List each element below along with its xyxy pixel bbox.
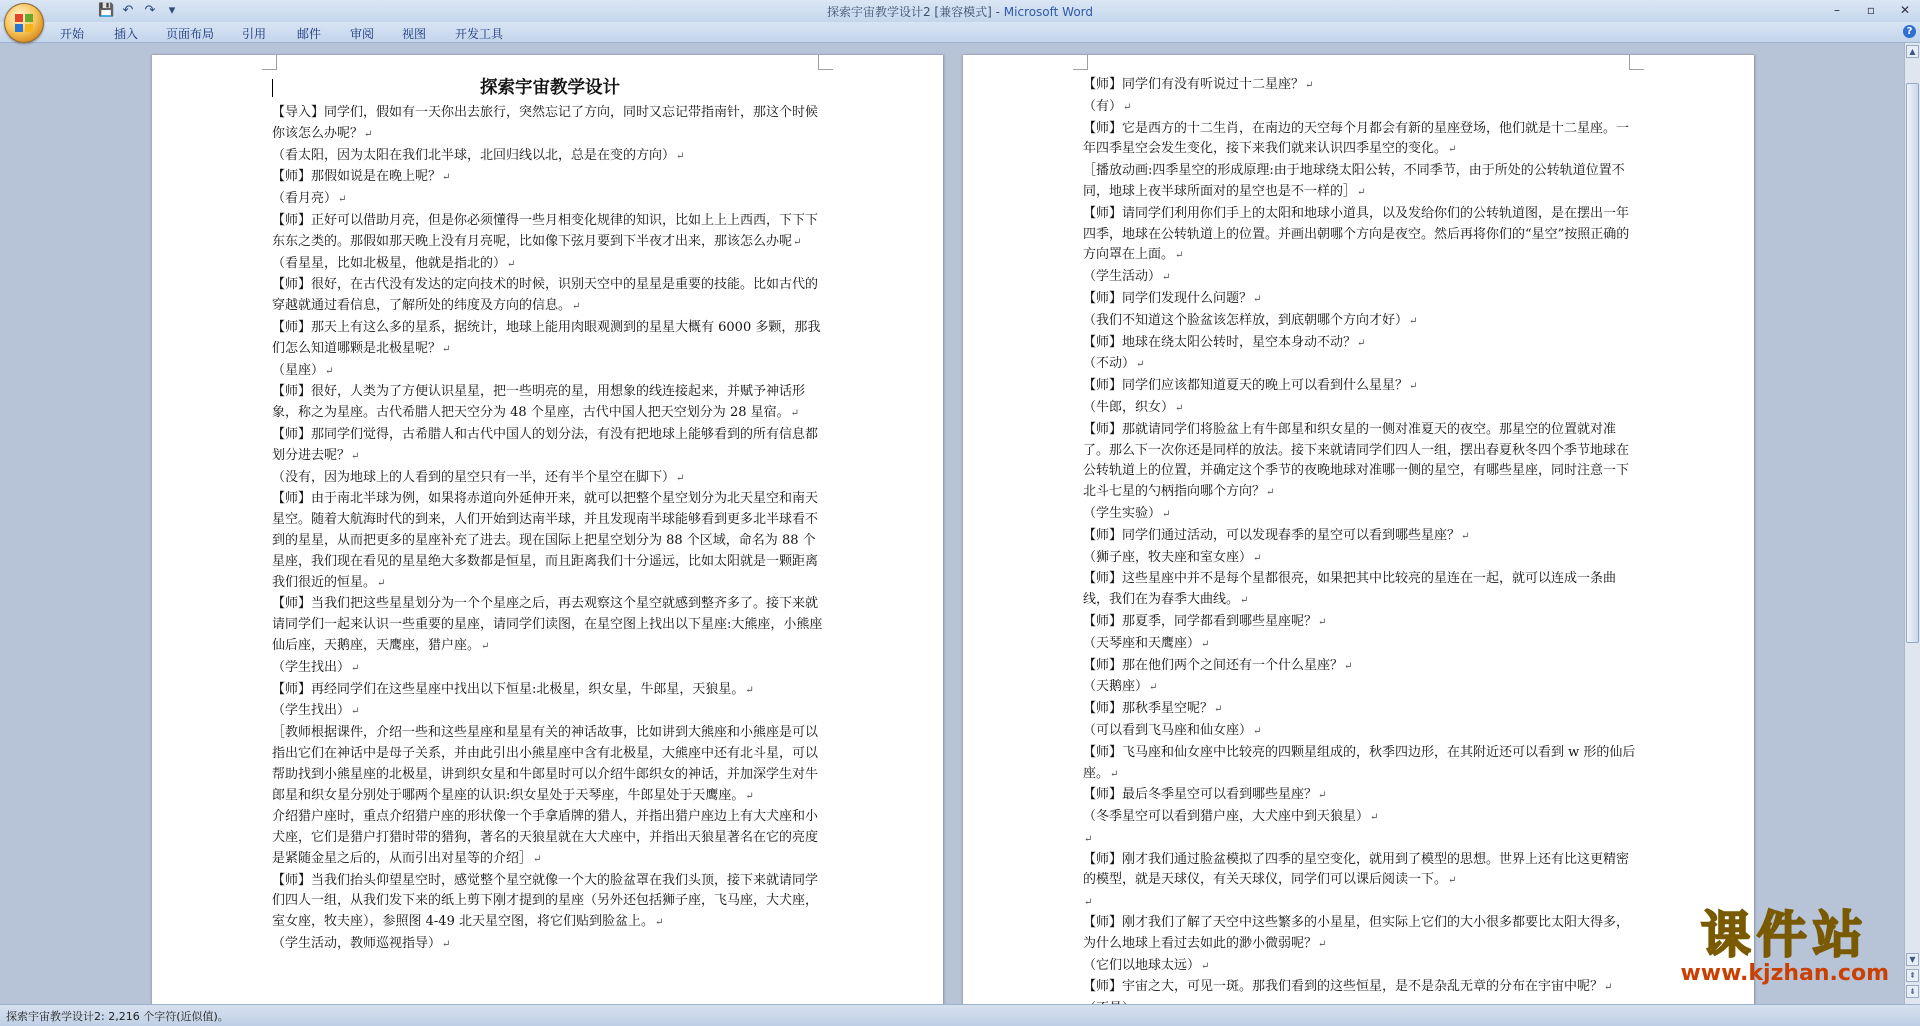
redo-icon[interactable]: ↷	[144, 3, 156, 18]
paragraph: 【师】同学们通过活动，可以发现春季的星空可以看到哪些星座？ ↵	[1083, 526, 1639, 548]
save-icon[interactable]: 💾	[98, 3, 115, 18]
vertical-scrollbar[interactable]	[1904, 43, 1920, 1004]
paragraph: （天琴座和天鹰座） ↵	[1083, 634, 1639, 656]
paragraph: （学生活动，教师巡视指导） ↵	[272, 934, 828, 956]
paragraph: （它们以地球太远） ↵	[1083, 956, 1639, 978]
paragraph: 【师】那夏季，同学都看到哪些星座呢？ ↵	[1083, 612, 1639, 634]
paragraph: ［播放动画:四季星空的形成原理:由于地球绕太阳公转，不同季节，由于所处的公转轨道位置不同，地球上夜半球所面对的星空也是不一样的］ ↵	[1083, 161, 1639, 204]
paragraph	[1083, 829, 1639, 850]
office-button[interactable]	[4, 3, 44, 43]
paragraph: 【师】很好，在古代没有发达的定向技术的时候，识别天空中的星星是重要的技能。比如古代的穿越就通过看信息，了解所处的纬度及方向的信息。 ↵	[272, 275, 828, 318]
tab-references[interactable]: 引用	[242, 27, 267, 41]
scroll-down-icon[interactable]: ▼	[1906, 953, 1919, 966]
watermark-logo: 课件站	[1700, 906, 1869, 964]
crop-mark	[1073, 55, 1088, 70]
paragraph: 【师】最后冬季星空可以看到哪些星座？ ↵	[1083, 785, 1639, 807]
office-logo-icon	[15, 14, 33, 32]
paragraph: 【师】当我们抬头仰望星空时，感觉整个星空就像一个大的脸盆罩在我们头顶，接下来就请同学们四人一组，从我们发下来的纸上剪下刚才提到的星座（另外还包括狮子座，飞马座，大犬座，室女座，牧夫座），参照图 4-49 北天星空图，将它们贴到脸盆上。 ↵	[272, 871, 828, 934]
paragraph: （我们不知道这个脸盆该怎样放，到底朝哪个方向才好） ↵	[1083, 311, 1639, 333]
paragraph: （牛郎，织女） ↵	[1083, 398, 1639, 420]
paragraph: （狮子座，牧夫座和室女座） ↵	[1083, 548, 1639, 570]
tab-review[interactable]: 审阅	[350, 27, 375, 41]
help-icon[interactable]: ?	[1903, 25, 1916, 38]
paragraph: 【师】那同学们觉得，古希腊人和古代中国人的划分法，有没有把地球上能够看到的所有信息都划分进去呢？ ↵	[272, 425, 828, 468]
tab-home[interactable]: 开始	[60, 27, 85, 41]
paragraph: （可以看到飞马座和仙女座） ↵	[1083, 721, 1639, 743]
paragraph: 【师】当我们把这些星星划分为一个个星座之后，再去观察这个星空就感到整齐多了。接下来就请同学们一起来认识一些重要的星座，请同学们读图，在星空图上找出以下星座:大熊座，小熊座仙后座，天鹅座，天鹰座，猎户座。 ↵	[272, 594, 828, 657]
paragraph: 【师】那就请同学们将脸盆上有牛郎星和织女星的一侧对准夏天的夜空。那星空的位置就对准了。那么下一次你还是同样的放法。接下来就请同学们四人一组，摆出春夏秋冬四个季节地球在公转轨道上的位置，并确定这个季节的夜晚地球对准哪一侧的星空，有哪些星座，同时注意一下北斗七星的勺柄指向哪个方向？ ↵	[1083, 420, 1639, 504]
right-page-text	[1083, 75, 1639, 1021]
paragraph: 【师】这些星座中并不是每个星都很亮，如果把其中比较亮的星连在一起，就可以连成一条曲线，我们在为春季大曲线。 ↵	[1083, 569, 1639, 612]
document-title	[272, 75, 828, 101]
tab-insert[interactable]: 插入	[114, 27, 139, 41]
crop-mark	[1629, 55, 1644, 70]
paragraph: （学生找出） ↵	[272, 701, 828, 723]
paragraph: 【导入】同学们，假如有一天你出去旅行，突然忘记了方向，同时又忘记带指南针，那这个时候你该怎么办呢？ ↵	[272, 103, 828, 146]
crop-mark	[262, 55, 277, 70]
paragraph: 【师】那在他们两个之间还有一个什么星座？ ↵	[1083, 656, 1639, 678]
paragraph: 【师】那天上有这么多的星系，据统计，地球上能用肉眼观测到的星星大概有 6000 多颗，那我们怎么知道哪颗是北极星呢？ ↵	[272, 318, 828, 361]
next-page-icon[interactable]: ⇟	[1906, 985, 1919, 998]
page-left[interactable]	[152, 55, 943, 1015]
tab-developer[interactable]: 开发工具	[455, 27, 504, 41]
paragraph: （学生活动） ↵	[1083, 267, 1639, 289]
document-title-text: 探索宇宙教学设计	[480, 78, 620, 98]
maximize-button[interactable]: ▫	[1866, 3, 1876, 17]
paragraph: 【师】同学们发现什么问题？ ↵	[1083, 289, 1639, 311]
paragraph: （不动） ↵	[1083, 354, 1639, 376]
window-title	[0, 3, 1920, 20]
paragraph: 【师】地球在绕太阳公转时，星空本身动不动？ ↵	[1083, 333, 1639, 355]
paragraph: 【师】同学们有没有听说过十二星座？ ↵	[1083, 75, 1639, 97]
crop-mark	[818, 55, 833, 70]
paragraph: （没有，因为地球上的人看到的星空只有一半，还有半个星空在脚下） ↵	[272, 468, 828, 490]
left-page-text	[272, 75, 828, 956]
paragraph: （冬季星空可以看到猎户座，大犬座中到天狼星） ↵	[1083, 807, 1639, 829]
title-bar	[0, 0, 1920, 22]
paragraph: 【师】那假如说是在晚上呢？ ↵	[272, 167, 828, 189]
undo-icon[interactable]: ↶	[122, 3, 134, 18]
paragraph: （学生实验） ↵	[1083, 504, 1639, 526]
paragraph: 【师】宇宙之大，可见一斑。那我们看到的这些恒星，是不是杂乱无章的分布在宇宙中呢？ ↵	[1083, 977, 1639, 999]
paragraph: ［教师根据课件，介绍一些和这些星座和星星有关的神话故事，比如讲到大熊座和小熊座是可以指出它们在神话中是母子关系，并由此引出小熊星座中含有北极星，大熊座中还有北斗星，可以帮助找到小熊星座的北极星，讲到织女星和牛郎星时可以介绍牛郎织女的神话，并加深学生对牛郎星和织女星分别处于哪两个星座的认识:织女星处于天琴座，牛郎星处于天鹰座。 ↵	[272, 723, 828, 807]
tab-mailings[interactable]: 邮件	[297, 27, 322, 41]
tab-page-layout[interactable]: 页面布局	[166, 27, 215, 41]
ribbon-tabs	[0, 22, 1920, 43]
paragraph: 【师】刚才我们了解了天空中这些繁多的小星星，但实际上它们的大小很多都要比太阳大得多，为什么地球上看过去如此的渺小微弱呢？ ↵	[1083, 913, 1639, 956]
watermark	[1680, 908, 1889, 986]
paragraph: 【师】飞马座和仙女座中比较亮的四颗星组成的，秋季四边形，在其附近还可以看到 w 形的仙后座。 ↵	[1083, 743, 1639, 786]
paragraph: （天鹅座） ↵	[1083, 677, 1639, 699]
paragraph: 【师】那秋季星空呢？ ↵	[1083, 699, 1639, 721]
paragraph: （星座） ↵	[272, 361, 828, 383]
app-name: Microsoft Word	[1003, 5, 1094, 19]
page-right[interactable]	[963, 55, 1754, 1015]
paragraph	[1083, 892, 1639, 913]
paragraph: 【师】由于南北半球为例，如果将赤道向外延伸开来，就可以把整个星空划分为北天星空和南天星空。随着大航海时代的到来，人们开始到达南半球，并且发现南半球能够看到更多北半球看不到的星星，从而把更多的星座补充了进去。现在国际上把星空划分为 88 个区域，命名为 88 个星座，我们现在看见的星星绝大多数都是恒星，而且距离我们十分遥远，比如太阳就是一颗距离我们很近的恒星。 ↵	[272, 489, 828, 594]
minimize-button[interactable]: –	[1834, 3, 1840, 17]
window-controls	[1828, 2, 1914, 18]
watermark-url: www.kjzhan.com	[1680, 961, 1889, 986]
paragraph: 【师】请同学们利用你们手上的太阳和地球小道具，以及发给你们的公转轨道图，是在摆出一年四季，地球在公转轨道上的位置。并画出朝哪个方向是夜空。然后再将你们的“星空”按照正确的方向罩在上面。 ↵	[1083, 204, 1639, 267]
status-text: 探索宇宙教学设计2: 2,216 个字符(近似值)。	[6, 1010, 229, 1023]
scroll-thumb[interactable]	[1906, 83, 1919, 643]
customize-qat-icon[interactable]: ▾	[168, 3, 176, 18]
paragraph: 【师】再经同学们在这些星座中找出以下恒星:北极星，织女星，牛郎星，天狼星。 ↵	[272, 680, 828, 702]
scroll-up-icon[interactable]: ▲	[1906, 45, 1919, 58]
paragraph: （看星星，比如北极星，他就是指北的） ↵	[272, 254, 828, 276]
paragraph: 【师】很好，人类为了方便认识星星，把一些明亮的星，用想象的线连接起来，并赋予神话形象，称之为星座。古代希腊人把天空分为 48 个星座，古代中国人把天空划分为 28 星宿。 ↵	[272, 382, 828, 425]
previous-page-icon[interactable]: ⇞	[1906, 969, 1919, 982]
close-button[interactable]: ✕	[1899, 3, 1911, 17]
document-area	[0, 43, 1905, 1004]
text-cursor	[272, 79, 273, 97]
tab-view[interactable]: 视图	[402, 27, 427, 41]
paragraph: 【师】它是西方的十二生肖，在南边的天空每个月都会有新的星座登场，他们就是十二星座。一年四季星空会发生变化，接下来我们就来认识四季星空的变化。 ↵	[1083, 119, 1639, 162]
paragraph: （学生找出） ↵	[272, 658, 828, 680]
paragraph: （看太阳，因为太阳在我们北半球，北回归线以北，总是在变的方向） ↵	[272, 146, 828, 168]
paragraph: 介绍猎户座时，重点介绍猎户座的形状像一个手拿盾牌的猎人，并指出猎户座边上有大犬座和小犬座，它们是猎户打猎时带的猎狗，著名的天狼星就在大犬座中，并指出天狼星著名在它的亮度是紧随金星之后的，从而引出对星等的介绍］ ↵	[272, 807, 828, 870]
paragraph: （看月亮） ↵	[272, 189, 828, 211]
paragraph: 【师】刚才我们通过脸盆模拟了四季的星空变化，就用到了模型的思想。世界上还有比这更精密的模型，就是天球仪，有关天球仪，同学们可以课后阅读一下。 ↵	[1083, 850, 1639, 893]
paragraph: 【师】同学们应该都知道夏天的晚上可以看到什么星星？ ↵	[1083, 376, 1639, 398]
document-name: 探索宇宙教学设计2 [兼容模式] -	[826, 5, 1004, 19]
paragraph: 【师】正好可以借助月亮，但是你必须懂得一些月相变化规律的知识，比如上上上西西，下下下东东之类的。那假如那天晚上没有月亮呢，比如像下弦月要到下半夜才出来，那该怎么办呢 ↵	[272, 211, 828, 254]
status-bar	[0, 1004, 1920, 1026]
paragraph: （有） ↵	[1083, 97, 1639, 119]
